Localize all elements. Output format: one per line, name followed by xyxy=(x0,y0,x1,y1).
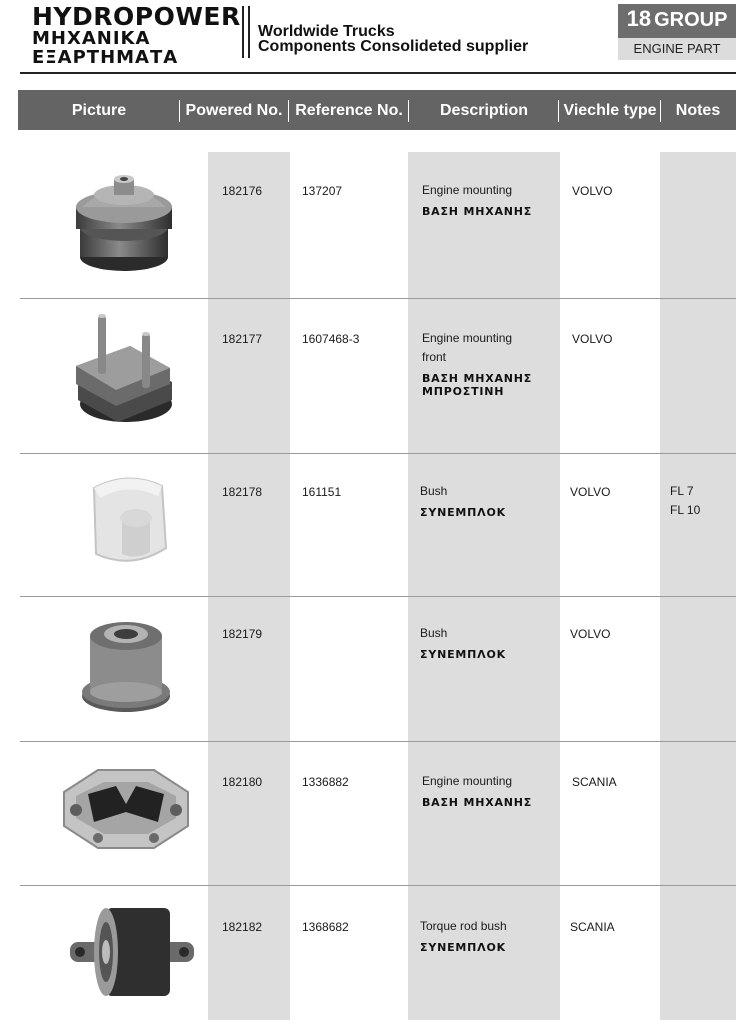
tagline-line1: Worldwide Trucks xyxy=(258,23,395,40)
column-header-reference-no: Reference No. xyxy=(295,102,403,119)
page-header xyxy=(0,0,736,76)
row-divider xyxy=(20,453,736,454)
group-category: ENGINE PART xyxy=(618,38,736,60)
column-separator xyxy=(288,100,289,122)
column-header-picture: Picture xyxy=(71,102,127,119)
powered-number: 182177 xyxy=(222,332,263,346)
description-gr xyxy=(422,372,558,398)
brand-logo xyxy=(32,4,241,68)
powered-number: 182179 xyxy=(222,627,263,641)
column-separator xyxy=(179,100,180,122)
note-line: FL 7 xyxy=(670,484,694,498)
reference-number: 137207 xyxy=(302,184,343,198)
description xyxy=(420,624,558,661)
brand-name: HYDROPOWER xyxy=(32,2,241,31)
column-band-notes xyxy=(660,152,736,1020)
group-label: GROUP xyxy=(654,9,728,31)
header-divider xyxy=(242,6,244,58)
group-number: 18 xyxy=(626,6,652,31)
description-en: Bush xyxy=(420,626,448,640)
torque-rod-bush-icon xyxy=(66,900,198,1004)
notes xyxy=(670,482,700,520)
vehicle-type: VOLVO xyxy=(572,332,613,346)
description xyxy=(420,917,558,954)
column-header-notes: Notes xyxy=(675,102,721,119)
description-gr-line1: ΒΑΣΗ ΜΗΧΑΝΗΣ xyxy=(422,372,533,385)
vehicle-type: VOLVO xyxy=(570,627,611,641)
table-header xyxy=(18,90,736,130)
column-separator xyxy=(408,100,409,122)
description-gr: ΒΑΣΗ ΜΗΧΑΝΗΣ xyxy=(422,205,533,218)
row-divider xyxy=(20,885,736,886)
powered-number: 182182 xyxy=(222,920,263,934)
description xyxy=(420,482,558,519)
header-rule xyxy=(20,72,736,74)
reference-number: 1368682 xyxy=(302,920,349,934)
vehicle-type: VOLVO xyxy=(572,184,613,198)
description-en: Torque rod bush xyxy=(420,919,507,933)
description-en: Bush xyxy=(420,484,448,498)
description xyxy=(422,329,558,398)
engine-mount-round-icon xyxy=(72,165,176,275)
powered-number: 182180 xyxy=(222,775,263,789)
reference-number: 1607468-3 xyxy=(302,332,360,346)
description-en: Engine mounting xyxy=(422,774,513,788)
description-en: Engine mounting xyxy=(422,331,513,345)
note-line: FL 10 xyxy=(670,503,701,517)
row-divider xyxy=(20,298,736,299)
header-divider xyxy=(248,6,250,58)
group-badge xyxy=(618,4,736,60)
brand-subtitle-line1: ΜΗΧΑΝΙΚΑ xyxy=(32,28,151,49)
row-divider xyxy=(20,596,736,597)
flanged-bush-icon xyxy=(78,612,174,718)
tagline xyxy=(258,24,528,54)
reference-number: 161151 xyxy=(302,485,342,499)
column-header-powered-no: Powered No. xyxy=(185,102,283,119)
column-band-powered-no xyxy=(208,152,290,1020)
powered-number: 182176 xyxy=(222,184,263,198)
column-header-description: Description xyxy=(439,102,528,119)
description-en-line2: front xyxy=(422,350,447,364)
stabilizer-bush-icon xyxy=(82,468,174,572)
vehicle-type: VOLVO xyxy=(570,485,611,499)
column-band-description xyxy=(408,152,560,1020)
vehicle-type: SCANIA xyxy=(572,775,617,789)
description-gr: ΒΑΣΗ ΜΗΧΑΝΗΣ xyxy=(422,796,533,809)
vehicle-type: SCANIA xyxy=(570,920,615,934)
description-gr: ΣΥΝΕΜΠΛΟΚ xyxy=(420,648,506,661)
description-gr: ΣΥΝΕΜΠΛΟΚ xyxy=(420,941,506,954)
reference-number: 1336882 xyxy=(302,775,349,789)
column-header-vehicle-type: Viechle type xyxy=(563,102,657,119)
brand-subtitle-line2: ΕΞΑΡΤΗΜΑΤΑ xyxy=(32,47,179,68)
engine-mount-studs-icon xyxy=(68,308,178,428)
powered-number: 182178 xyxy=(222,485,263,499)
row-divider xyxy=(20,741,736,742)
description-gr: ΣΥΝΕΜΠΛΟΚ xyxy=(420,506,506,519)
tagline-line2: Components Consolideted supplier xyxy=(258,38,529,55)
column-separator xyxy=(660,100,661,122)
description-gr-line2: ΜΠΡΟΣΤΙΝΗ xyxy=(422,385,505,398)
engine-mount-bracket-icon xyxy=(58,756,194,852)
description xyxy=(422,772,558,809)
column-separator xyxy=(558,100,559,122)
description xyxy=(422,181,558,218)
description-en: Engine mounting xyxy=(422,183,513,197)
